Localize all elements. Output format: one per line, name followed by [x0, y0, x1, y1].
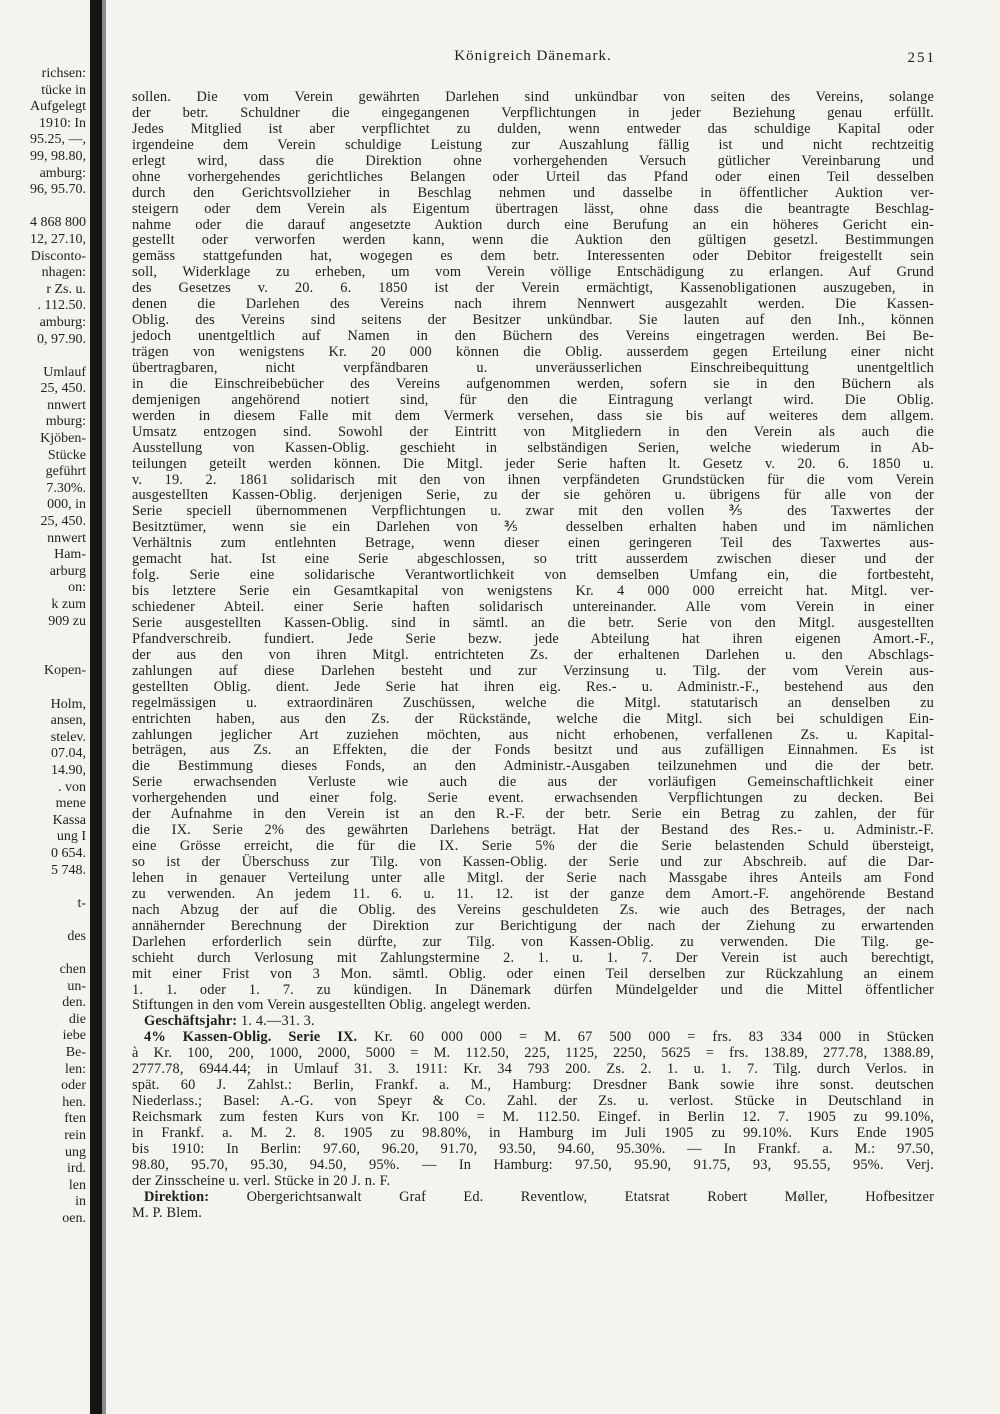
- text-line: Ausstellung von Kassen-Oblig. geschieht in selbständigen Serien, welche wiederum in Ab-: [132, 439, 934, 456]
- previous-column-line: 5 748.: [51, 862, 86, 878]
- text-line: des Gesetzes v. 20. 6. 1850 ist der Verein ermächtigt, Kassenobligationen auszugeben, in: [132, 280, 934, 297]
- previous-column-line: Holm,: [50, 696, 86, 712]
- business-year-line: [132, 1014, 934, 1030]
- book-spine-shadow: [90, 0, 102, 1414]
- previous-column-line: 07.04,: [51, 746, 86, 762]
- previous-column-line: [0, 647, 86, 664]
- previous-column-line: nhagen:: [41, 265, 86, 281]
- text-line: Pfandverschreib. fundiert. Jede Serie bezw. jede Abteilung hat ihren eigenen Amort.-F.,: [132, 630, 934, 647]
- directors-line: [132, 1190, 934, 1206]
- text-line: Verhältnis zum entlehnten Betrage, wenn dieser einen geringeren Teil des Taxwertes aus-: [132, 535, 934, 552]
- previous-column-line: nnwert: [47, 397, 86, 413]
- text-line: irgendeine dem Verein schuldige Leistung zur Auszahlung fällig ist und nicht rechtzeitig: [132, 136, 934, 153]
- previous-column-line: Ham-: [54, 547, 86, 563]
- directors-label: Direktion:: [144, 1188, 210, 1205]
- previous-column-line: 7.30%.: [46, 480, 86, 496]
- text-line: v. 19. 2. 1861 solidarisch mit den von ihnen verpfändeten Grundstücken für die vom Verein: [132, 471, 934, 488]
- text-line: schiedener Abteil. einer Serie haften solidarisch untereinander. Alle vom Verein in einer: [132, 599, 934, 615]
- previous-column-line: 0, 97.90.: [37, 331, 86, 347]
- text-line: lehen in genauer Verteilung unter alle Mitgl. der Serie nach Massgabe ihres Anteils am Fond: [132, 869, 934, 886]
- previous-column-line: 4 868 800: [30, 215, 86, 231]
- running-title: Königreich Dänemark.: [454, 48, 612, 64]
- text-line: so ist der Überschuss zur Tilg. von Kassen-Oblig. der Serie und zur Abschreib. auf die Dar-: [132, 854, 934, 870]
- text-line: gemäss stattgefunden hat, wogegen es dem betr. Interessenten oder Debitor freigestellt sein: [132, 248, 934, 265]
- previous-column-line: Aufgelegt: [30, 99, 86, 115]
- previous-column-line: oen.: [62, 1210, 86, 1226]
- text-line: zu verwenden. An jedem 11. 6. u. 11. 12. ist der ganze dem Amort.-F. angehörende Bestand: [132, 885, 934, 902]
- text-line: erlegt wird, dass die Direktion ohne vorhergehenden Versuch gütlicher Vereinbarung und: [132, 152, 934, 169]
- previous-column-line: ansen,: [50, 713, 86, 729]
- previous-column-line: 99, 98.80,: [30, 148, 86, 164]
- previous-column-line: [0, 348, 86, 365]
- previous-column-line: ird.: [66, 1161, 86, 1177]
- bond-series-line: [132, 1030, 934, 1046]
- previous-column-line: Stücke: [47, 447, 86, 463]
- bond-series-text-line: bis 1910: In Berlin: 97.60, 96.20, 91.70, 93.50, 94.60, 95.30%. — In Frankf. a. M.: 97.50,: [132, 1140, 934, 1157]
- text-line: annähernder Berechnung der Direktion zur Berichtigung der nach der Ziehung zu erwartenden: [132, 917, 934, 934]
- statutes-paragraph: [132, 90, 934, 1014]
- directors-text: Obergerichtsanwalt Graf Ed. Reventlow, Etatsrat Robert Møller, Hofbesitzer: [246, 1188, 935, 1205]
- text-line: entrichten haben, aus den Zs. der Rückstände, welche die Mitgl. sich bei schuldigen Ein-: [132, 710, 934, 727]
- previous-column-line: Kassa: [52, 812, 86, 828]
- text-line: Darlehen erforderlich sein dürfte, zur Tilg. von Kassen-Oblig. zu verwenden. Die Tilg. ge-: [132, 933, 934, 950]
- previous-column-line: Be-: [65, 1045, 86, 1061]
- previous-column-line: . 112.50.: [37, 298, 86, 314]
- bond-series-text-line: à Kr. 100, 200, 1000, 2000, 5000 = M. 112.50, 225, 1125, 2250, 5625 = frs. 138.89, 277.78, 1388.89,: [132, 1045, 934, 1062]
- text-line: beträgen, aus Zs. an Effekten, die der Fonds besitzt und aus zufälligen Einnahmen. Es ist: [132, 742, 934, 759]
- text-line: soll, Widerklage zu erheben, um vom Verein völlige Entschädigung zu erlangen. Auf Grund: [132, 264, 934, 281]
- previous-column-line: des: [67, 928, 86, 944]
- previous-column-line: Kopen-: [44, 663, 86, 679]
- bond-series-details: [132, 1046, 934, 1189]
- page-number: 251: [907, 50, 936, 66]
- previous-column-line: ung: [65, 1144, 86, 1160]
- previous-column-line: ung I: [56, 829, 86, 845]
- text-line: zahlungen auf diese Darlehen besteht und zur Verzinsung u. Tilg. der vom Verein aus-: [132, 662, 934, 679]
- previous-column-line: amburg:: [39, 314, 86, 330]
- previous-column-line: 12, 27.10,: [30, 231, 86, 247]
- previous-column-line: 25, 450.: [40, 381, 86, 397]
- text-line: gemacht hat. Ist eine Serie abgeschlossen, so tritt ausserdem zwischen dieser und der: [132, 551, 934, 568]
- text-line: mit einer Frist von 3 Mon. sämtl. Oblig. oder einen Teil derselben zur Rückzahlung an einem: [132, 965, 934, 982]
- text-line: Serie erwachsenden Verluste wie auch die aus der vorläufigen Gemeinschaftlichkeit einer: [132, 774, 934, 791]
- text-line: die Bestimmung dieses Fonds, an den Administr.-Ausgaben teilzunehmen und die der betr.: [132, 758, 934, 775]
- text-line: der betr. Schuldner die eingegangenen Verpflichtungen in jeder Beziehung genau erfüllt.: [132, 104, 934, 121]
- text-line: in die Einschreibebücher des Vereins aufgenommen werden, sofern sie in den Büchern als: [132, 375, 934, 392]
- previous-column-line: 909 zu: [48, 613, 86, 629]
- previous-column-line: nnwert: [47, 530, 86, 546]
- previous-column-line: den.: [62, 995, 86, 1011]
- text-line: gestellten Oblig. dient. Jede Serie hat ihren eig. Res.- u. Administr.-F., bestehend aus den: [132, 678, 934, 695]
- previous-column-line: ften: [64, 1111, 86, 1127]
- previous-column-line: k zum: [51, 597, 86, 612]
- text-line: folg. Serie eine solidarische Verantwortlichkeit von demselben Umfang ein, die fortbesteht,: [132, 567, 934, 584]
- previous-column-line: 96, 95.70.: [30, 182, 86, 198]
- text-line: regelmässigen u. extraordinären Zuschüssen, welche die Mitgl. statutarisch an denselben zu: [132, 694, 934, 711]
- previous-column-line: 95.25, —,: [30, 132, 86, 148]
- previous-column-line: geführt: [45, 464, 86, 480]
- previous-column-line: Umlauf: [43, 364, 86, 380]
- previous-column-line: [0, 199, 86, 216]
- business-year-label: Geschäftsjahr:: [144, 1013, 238, 1030]
- previous-column-line: [0, 680, 86, 697]
- text-line: 1. 1. oder 1. 7. zu kündigen. In Dänemark dürfen Mündelgelder und die Mittel öffentlicher: [132, 981, 934, 998]
- bond-series-text-line: spät. 60 J. Zahlst.: Berlin, Frankf. a. M., Hamburg: Dresdner Bank sowie ihre sonst. deutschen: [132, 1077, 934, 1094]
- previous-column-line: oder: [61, 1078, 86, 1094]
- previous-column-line: [0, 912, 86, 929]
- previous-column-line: 25, 450.: [40, 514, 86, 530]
- text-line: ausgestellten Kassen-Oblig. derjenigen Serie, zu der sie gehören u. übrigens für alle von der: [132, 487, 934, 504]
- bond-series-text-line: 98.80, 95.70, 95.30, 94.50, 95%. — In Hamburg: 97.50, 95.90, 91.75, 93, 95.55, 95%. Verj.: [132, 1156, 934, 1173]
- previous-column-line: [0, 945, 86, 962]
- text-line: denen die Darlehen des Vereins nach ihrem Nennwert ausgezahlt werden. Die Kassen-: [132, 296, 934, 313]
- previous-column-line: richsen:: [41, 66, 86, 81]
- text-line: Serie speciell übernommenen Verpflichtungen u. zwar mit den vollen ⅗ des Taxwertes der: [132, 503, 934, 520]
- text-line: zahlungen jeglicher Art zuziehen möchten, aus nicht erhobenen, verfallenen Zs. u. Kapital-: [132, 726, 934, 743]
- text-line: eine Grösse erreicht, die für die IX. Serie 5% der die Serie belastenden Schuld übersteigt,: [132, 838, 934, 855]
- bond-series-text-line: in Frankf. a. M. 2. 8. 1905 zu 98.80%, in Hamburg im Juli 1905 zu 99.10%. Kurs Ende 1905: [132, 1124, 934, 1141]
- bond-series-text-line: Reichsmark zum festen Kurs von Kr. 100 = M. 112.50. Eingef. in Berlin 12. 7. 1905 zu 99.10%,: [132, 1109, 934, 1125]
- text-line: Stiftungen in den vom Verein ausgestellten Oblig. angelegt werden.: [132, 997, 531, 1014]
- text-line: demjenigen angehörend notiert sind, für den die Eintragung verlangt wird. Die Oblig.: [132, 391, 934, 408]
- text-line: der Aufnahme in den Verein ist an den R.-F. der betr. Serie ein Betrag zu zahlen, der für: [132, 806, 934, 823]
- previous-column-line: len: [68, 1177, 86, 1193]
- text-line: Serie ausgestellten Kassen-Oblig. sind in sämtl. an die betr. Serie von den Mitgl. ausgestellten: [132, 614, 934, 631]
- main-text-column: [132, 90, 934, 1222]
- previous-column-line: t-: [77, 895, 86, 911]
- text-line: durch den Gerichtsvollzieher in Beschlag nehmen und dasselbe in öffentlicher Auktion ver-: [132, 184, 934, 201]
- text-line: die IX. Serie 2% des gewährten Darlehens beträgt. Hat der Bestand des Res.- u. Administr.-F.: [132, 822, 934, 839]
- previous-column-line: len:: [65, 1061, 86, 1077]
- text-line: Jedes Mitglied ist aber verpflichtet zu dulden, wenn entweder das schuldige Kapital oder: [132, 120, 934, 137]
- text-line: steigern oder dem Verein als Eigentum übertragen lässt, ohne dass die beantragte Beschlag-: [132, 200, 934, 217]
- previous-column-line: [0, 879, 86, 896]
- text-line: jedoch unentgeltlich auf Namen in den Büchern des Vereins eingetragen werden. Bei Be-: [132, 328, 934, 345]
- text-line: übertragbaren, nicht verpfändbaren u. unveräusserlichen Einschreibequittung unentgeltlich: [132, 359, 934, 376]
- text-line: Umsatz entzogen sind. Sowohl der Eintritt von Mitgliedern in den Verein als auch die: [132, 423, 934, 440]
- previous-column-line: . von: [58, 779, 86, 795]
- previous-column-line: 000, in: [47, 497, 86, 513]
- business-year-value: 1. 4.—31. 3.: [240, 1013, 315, 1030]
- directors-continuation: M. P. Blem.: [132, 1204, 203, 1221]
- previous-column-line: iebe: [62, 1028, 86, 1044]
- book-gutter: [102, 0, 106, 1414]
- previous-page-column: [0, 66, 86, 1228]
- text-line: bis letztere Serie ein Gesamtkapital von wenigstens Kr. 4 000 000 erreicht hat. Mitgl. ver-: [132, 583, 934, 600]
- previous-column-line: mburg:: [45, 414, 86, 430]
- previous-column-line: r Zs. u.: [46, 281, 86, 297]
- text-line: nach Abzug der auf die Oblig. des Vereins geschuldeten Zs. wie auch des Betrages, der nach: [132, 901, 934, 918]
- previous-column-line: arburg: [49, 563, 86, 579]
- text-line: gestellt oder verworfen werden kann, wenn die Auktion den gültigen gesetzl. Bestimmungen: [132, 232, 934, 249]
- previous-column-line: [0, 630, 86, 647]
- previous-column-line: die: [68, 1011, 86, 1027]
- text-line: Oblig. des Vereins sind seitens der Besitzer unkündbar. Sie lauten auf den Inh., können: [132, 312, 934, 329]
- bond-series-text-line: Niederlass.; Basel: A.-G. von Speyr & Co. Zahl. der Zs. u. verlost. Stücke in Deutschland in: [132, 1093, 934, 1110]
- text-line: trägen von wenigstens Kr. 20 000 können die Oblig. ausserdem gegen Erteilung einer nicht: [132, 344, 934, 360]
- previous-column-line: hen.: [62, 1094, 86, 1110]
- previous-column-line: Kjöben-: [40, 431, 86, 447]
- text-line: werden in diesem Falle mit dem Vermerk versehen, dass sie bis auf weiteres dem allgem.: [132, 407, 934, 424]
- previous-column-line: chen: [59, 962, 86, 978]
- text-line: der aus den von ihren Mitgl. entrichteten Zs. der erhaltenen Darlehen u. den Abschlags-: [132, 646, 934, 663]
- previous-column-line: 0 654.: [51, 845, 86, 861]
- previous-column-line: mene: [55, 796, 86, 812]
- text-line: vorhergehenden und einer folg. Serie event. erwachsenden Verpflichtungen zu decken. Bei: [132, 790, 934, 807]
- previous-column-line: un-: [67, 978, 86, 994]
- previous-column-line: 1910: In: [38, 115, 86, 131]
- previous-column-line: amburg:: [39, 165, 86, 181]
- previous-column-line: stelev.: [50, 729, 86, 745]
- text-line: nahme oder die darauf angesetzte Auktion durch eine Berufung an ein höheres Gericht ein-: [132, 216, 934, 233]
- text-line: schieht durch Verlosung mit Zahlungstermine 2. 1. u. 1. 7. Der Verein ist auch berechtigt,: [132, 949, 934, 966]
- text-line: ohne vorhergehendes gerichtliches Belangen oder Urteil das Pfand oder einen Teil desselben: [132, 168, 934, 185]
- text-line: sollen. Die vom Verein gewährten Darlehen sind unkündbar von seiten des Vereins, solange: [132, 89, 934, 105]
- bond-series-text-line: der Zinsscheine u. verl. Stücke in 20 J. n. F.: [132, 1172, 391, 1189]
- previous-column-line: rein: [64, 1128, 86, 1143]
- previous-column-line: Disconto-: [30, 248, 86, 264]
- bond-series-text-line: 2777.78, 6944.44; in Umlauf 31. 3. 1911: Kr. 34 793 200. Zs. 2. 1. u. 1. 7. Tilg. durch Verlos. in: [132, 1061, 934, 1078]
- previous-column-line: tücke in: [41, 82, 86, 98]
- text-line: Besitztümer, wenn sie ein Darlehen von ⅗ desselben erhalten haben und im nämlichen: [132, 519, 934, 536]
- previous-column-line: in: [75, 1194, 86, 1210]
- text-line: teilungen geteilt werden können. Die Mitgl. jeder Serie haften lt. Gesetz v. 20. 6. 1850 u.: [132, 455, 934, 472]
- page-header: [130, 48, 936, 72]
- bond-series-heading: 4% Kassen-Oblig. Serie IX.: [144, 1029, 358, 1046]
- previous-column-line: on:: [68, 580, 86, 596]
- previous-column-line: 14.90,: [51, 762, 86, 778]
- bond-series-first-line: Kr. 60 000 000 = M. 67 500 000 = frs. 83 334 000 in Stücken: [374, 1029, 934, 1046]
